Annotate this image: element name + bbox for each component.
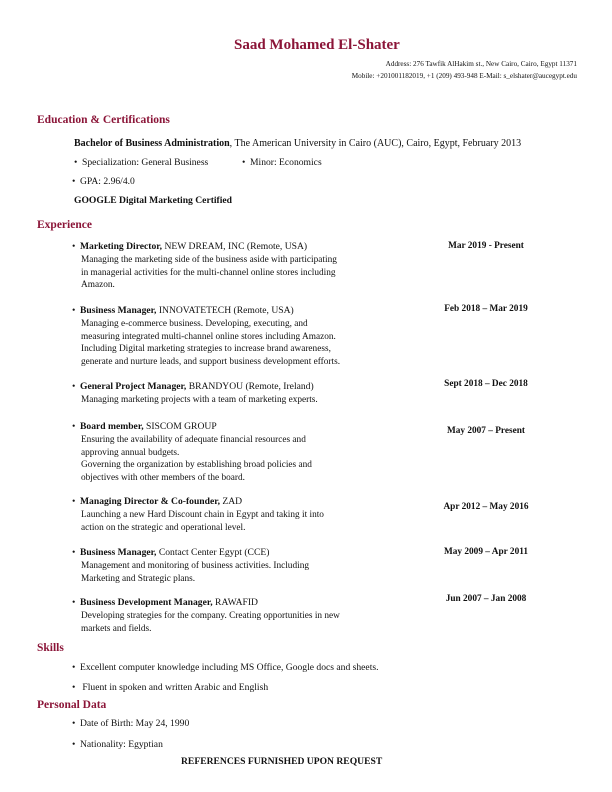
- job-description-line: Managing marketing projects with a team of marketing experts.: [81, 395, 318, 405]
- degree-institution: , The American University in Cairo (AUC), Cairo, Egypt, February 2013: [229, 138, 522, 149]
- job-title: General Project Manager,: [80, 381, 187, 392]
- job-title: Business Manager,: [80, 305, 157, 316]
- bullet-icon: •: [72, 176, 76, 187]
- job-description-line: in managerial activities for the multi-channel online stores including: [81, 267, 336, 278]
- minor-item: • Minor: Economics: [242, 157, 322, 168]
- job-description-line: action on the strategic and operational level.: [81, 522, 246, 533]
- section-heading-personal: Personal Data: [37, 699, 107, 711]
- contact-line: Mobile: +201001182019, +1 (209) 493-948 E-Mail: s_elshater@aucegypt.edu: [351, 72, 577, 80]
- gpa-item: • GPA: 2.96/4.0: [72, 176, 135, 187]
- bullet-icon: •: [72, 682, 76, 693]
- job-description-line: Launching a new Hard Discount chain in Egypt and taking it into: [81, 510, 324, 520]
- job-description-line: objectives with other members of the board.: [81, 472, 245, 483]
- job-title: Board member,: [80, 421, 144, 432]
- job-company: INNOVATETECH (Remote, USA): [156, 305, 294, 316]
- address-line: Address: 276 Tawfik AlHakim st., New Cairo, Cairo, Egypt 11371: [385, 60, 577, 68]
- bullet-icon: •: [72, 662, 76, 673]
- job-title-line: [72, 597, 258, 608]
- bullet-icon: •: [72, 381, 76, 392]
- job-description-line: measuring integrated multi-channel online stores including Amazon.: [81, 331, 336, 342]
- bullet-icon: •: [72, 739, 76, 750]
- job-title-line: [72, 496, 242, 507]
- job-description-line: Developing strategies for the company. Creating opportunities in new: [81, 611, 340, 621]
- bullet-icon: •: [72, 718, 76, 729]
- job-description-line: Governing the organization by establishing broad policies and: [81, 460, 312, 471]
- skill-item: • Excellent computer knowledge including MS Office, Google docs and sheets.: [72, 662, 379, 673]
- bullet-icon: •: [72, 305, 76, 316]
- job-description-line: Amazon.: [81, 280, 115, 291]
- personal-item: • Date of Birth: May 24, 1990: [72, 718, 190, 729]
- job-title: Business Development Manager,: [80, 597, 213, 608]
- degree-title: Bachelor of Business Administration: [74, 138, 230, 149]
- bullet-icon: •: [74, 157, 78, 168]
- section-heading-experience: Experience: [37, 219, 92, 231]
- job-company: BRANDYOU (Remote, Ireland): [186, 381, 314, 392]
- bullet-icon: •: [72, 547, 76, 558]
- job-description-line: Ensuring the availability of adequate financial resources and: [81, 435, 306, 445]
- bullet-icon: •: [72, 241, 76, 252]
- job-company: Contact Center Egypt (CCE): [156, 547, 270, 558]
- personal-item: • Nationality: Egyptian: [72, 739, 163, 750]
- job-dates: May 2009 – Apr 2011: [443, 547, 529, 557]
- job-company: SISCOM GROUP: [143, 421, 217, 432]
- references-note: REFERENCES FURNISHED UPON REQUEST: [181, 756, 383, 767]
- job-company: ZAD: [220, 496, 243, 507]
- job-title-line: [72, 547, 269, 558]
- job-title: Business Manager,: [80, 547, 157, 558]
- job-description-line: Management and monitoring of business activities. Including: [81, 561, 309, 571]
- job-dates: Mar 2019 - Present: [448, 241, 524, 251]
- job-description-line: Including Digital marketing strategies to increase brand awareness,: [81, 344, 331, 355]
- job-title: Managing Director & Co-founder,: [80, 496, 220, 507]
- job-description-line: markets and fields.: [81, 623, 152, 634]
- job-company: NEW DREAM, INC (Remote, USA): [162, 241, 308, 252]
- certification: GOOGLE Digital Marketing Certified: [74, 195, 233, 206]
- bullet-icon: •: [72, 421, 76, 432]
- section-heading-skills: Skills: [37, 642, 64, 654]
- degree-line: [74, 138, 521, 149]
- job-company: RAWAFID: [212, 597, 258, 608]
- job-title: Marketing Director,: [80, 241, 163, 252]
- job-description-line: Managing the marketing side of the business aside with participating: [81, 255, 337, 265]
- job-description-line: approving annual budgets.: [81, 447, 180, 458]
- job-description-line: Marketing and Strategic plans.: [81, 573, 196, 584]
- bullet-icon: •: [72, 597, 76, 608]
- section-heading-education: Education & Certifications: [37, 114, 170, 126]
- skill-item: • Fluent in spoken and written Arabic and English: [72, 682, 269, 693]
- job-title-line: [72, 241, 307, 252]
- job-dates: May 2007 – Present: [446, 426, 526, 436]
- job-dates: Jun 2007 – Jan 2008: [445, 594, 527, 604]
- candidate-name: Saad Mohamed El-Shater: [234, 37, 400, 53]
- job-title-line: [72, 381, 314, 392]
- bullet-icon: •: [242, 157, 246, 168]
- job-dates: Sept 2018 – Dec 2018: [444, 379, 528, 389]
- job-title-line: [72, 421, 217, 432]
- job-dates: Feb 2018 – Mar 2019: [444, 304, 528, 314]
- job-title-line: [72, 305, 294, 316]
- bullet-icon: •: [72, 496, 76, 507]
- job-dates: Apr 2012 – May 2016: [443, 502, 529, 512]
- job-description-line: generate and nurture leads, and support business development efforts.: [81, 356, 341, 367]
- specialization-item: • Specialization: General Business: [74, 157, 209, 168]
- job-description-line: Managing e-commerce business. Developing, executing, and: [81, 319, 308, 329]
